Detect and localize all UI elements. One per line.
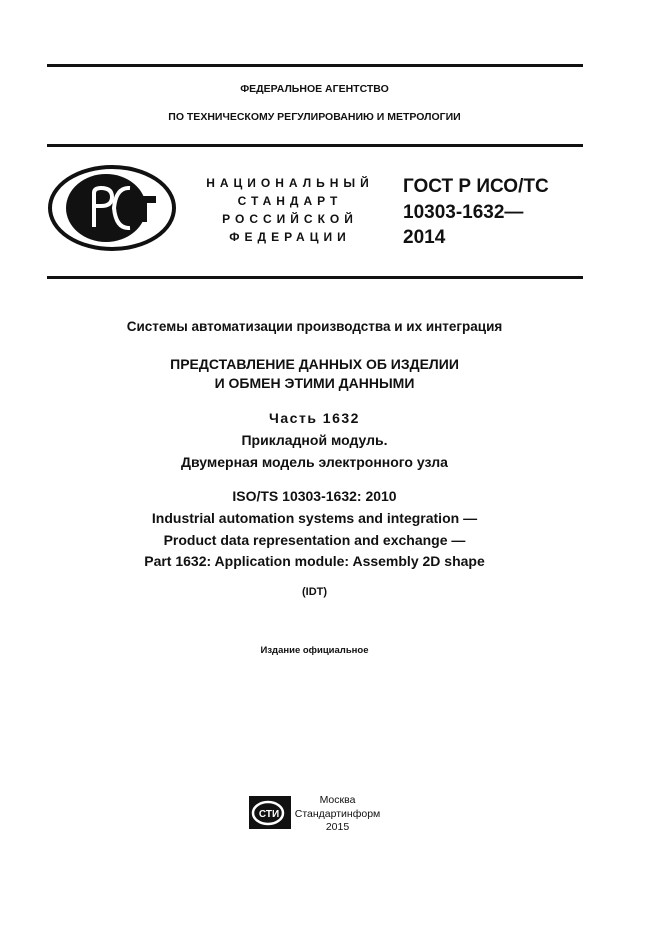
top-rule [47,64,583,67]
idt-label: (IDT) [301,586,328,598]
publisher-info [290,794,385,835]
subtitle-2: Двумерная модель электронного узла [181,454,448,470]
national-line: РОССИЙСКОЙ [222,212,358,226]
header-rule [47,144,583,147]
title-rule [47,276,583,279]
iso-title-3: Part 1632: Application module: Assembly 2D shape [144,553,485,569]
iso-title-2: Product data representation and exchange — [163,532,466,548]
main-title-1: ПРЕДСТАВЛЕНИЕ ДАННЫХ ОБ ИЗДЕЛИИ [170,356,459,372]
iso-code: ISO/TS 10303-1632: 2010 [232,488,397,504]
edition-label: Издание официальное [260,645,369,656]
agency-line-2: ПО ТЕХНИЧЕСКОМУ РЕГУЛИРОВАНИЮ И МЕТРОЛОГИИ [168,111,461,123]
standartinform-logo [249,796,291,829]
subtitle-1: Прикладной модуль. [241,432,388,448]
main-title-2: И ОБМЕН ЭТИМИ ДАННЫМИ [214,375,415,391]
national-line: СТАНДАРТ [237,194,343,208]
gost-line: 2014 [403,227,446,248]
publisher-name: Стандартинформ [294,807,381,820]
series-title: Системы автоматизации производства и их интеграция [126,319,503,334]
national-standard-label [190,174,390,246]
publisher-year: 2015 [325,821,350,833]
national-line: НАЦИОНАЛЬНЫЙ [206,176,374,190]
svg-text:СТИ: СТИ [258,809,280,820]
national-line: ФЕДЕРАЦИИ [229,230,351,244]
part-title: Часть 1632 [269,410,360,426]
iso-title-1: Industrial automation systems and integration — [151,510,478,526]
gost-number [403,174,549,251]
gost-line: 10303-1632— [403,201,524,223]
gost-line: ГОСТ Р ИСО/ТС [403,176,549,197]
gost-r-logo [46,163,178,253]
agency-line-1: ФЕДЕРАЛЬНОЕ АГЕНТСТВО [240,83,389,95]
publisher-city: Москва [319,794,356,806]
